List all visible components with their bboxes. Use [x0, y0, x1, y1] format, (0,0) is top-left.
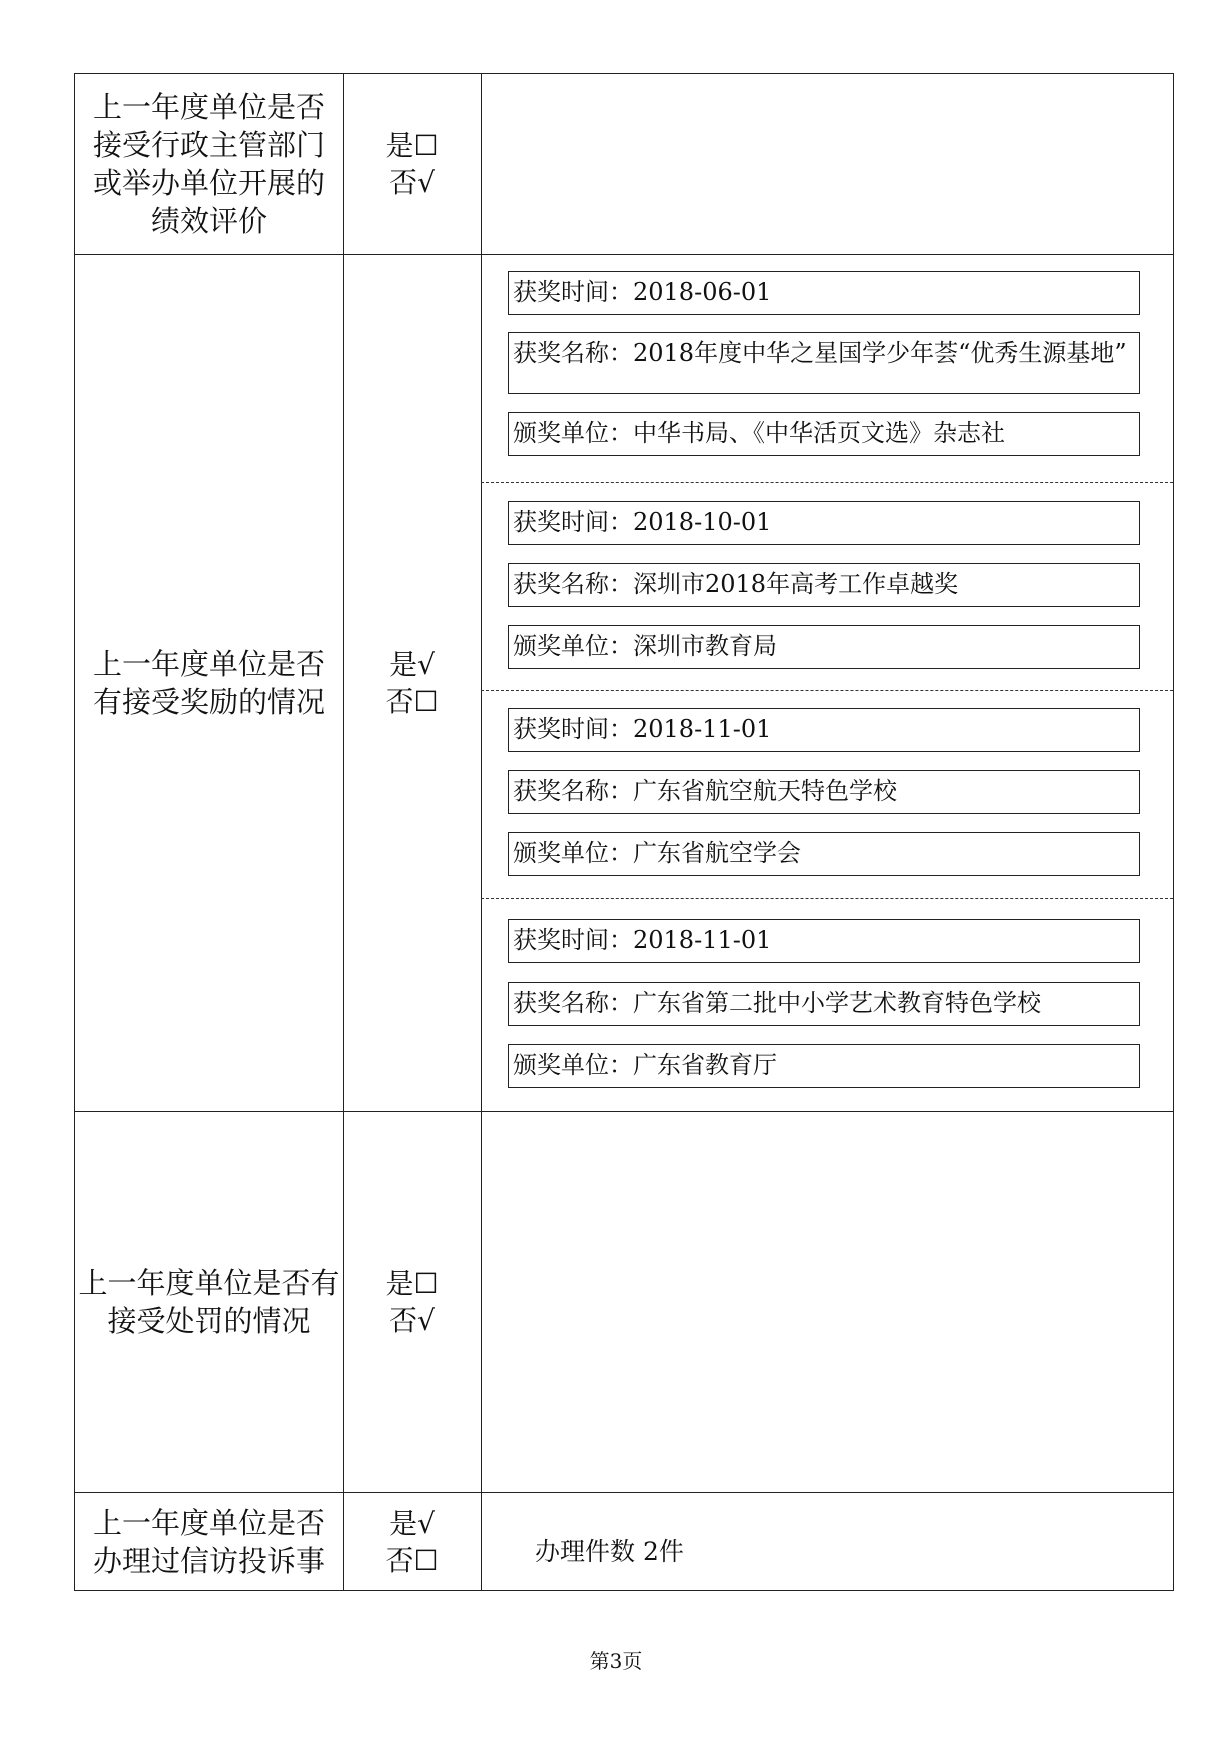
no-option — [389, 1302, 435, 1339]
award-name-field — [508, 770, 1140, 814]
award-time-value: 2018-06-01 — [633, 278, 772, 306]
award-time-label: 获奖时间： — [513, 715, 633, 743]
award-unit-label: 颁奖单位： — [513, 419, 633, 447]
award-time-field — [508, 501, 1140, 545]
yes-option — [385, 1265, 438, 1302]
yes-label: 是 — [385, 1266, 414, 1300]
award-unit-field — [508, 412, 1140, 456]
no-checkbox: √ — [417, 166, 435, 199]
award-name-value: 广东省第二批中小学艺术教育特色学校 — [633, 989, 1041, 1017]
award-unit-label: 颁奖单位： — [513, 1051, 633, 1079]
award-unit-field — [508, 832, 1140, 876]
award-entry — [481, 254, 1173, 482]
award-unit-value: 广东省教育厅 — [633, 1051, 777, 1079]
row-penalty-choice — [343, 1111, 481, 1492]
no-option — [385, 683, 438, 720]
page-number: 第3页 — [589, 1649, 643, 1673]
no-label: 否 — [385, 1544, 414, 1577]
row-petition-question: 上一年度单位是否办理过信访投诉事 — [92, 1506, 325, 1578]
evaluation-table — [74, 73, 1174, 1591]
yes-checkbox: ☐ — [413, 1266, 439, 1300]
award-name-field — [508, 982, 1140, 1026]
no-checkbox: √ — [417, 1303, 435, 1337]
award-unit-label: 颁奖单位： — [513, 632, 633, 660]
award-time-value: 2018-11-01 — [633, 926, 772, 954]
award-name-label: 获奖名称： — [513, 339, 633, 367]
award-time-label: 获奖时间： — [513, 278, 633, 306]
award-name-value: 深圳市2018年高考工作卓越奖 — [633, 570, 959, 598]
award-unit-field — [508, 1044, 1140, 1088]
award-name-field — [508, 563, 1140, 607]
yes-option — [389, 646, 435, 683]
award-entry — [481, 482, 1173, 691]
award-name-label: 获奖名称： — [513, 989, 633, 1017]
award-unit-value: 广东省航空学会 — [633, 839, 801, 867]
award-name-label: 获奖名称： — [513, 777, 633, 805]
award-unit-label: 颁奖单位： — [513, 839, 633, 867]
yes-label: 是 — [389, 647, 418, 681]
no-option — [385, 1542, 438, 1579]
petition-count: 办理件数 2件 — [535, 1537, 684, 1566]
row-penalty-detail — [481, 1111, 1173, 1492]
awards-list — [481, 254, 1173, 1111]
row-performance-question: 上一年度单位是否接受行政主管部门或举办单位开展的绩效评价 — [92, 90, 325, 238]
award-unit-field — [508, 625, 1140, 669]
award-time-label: 获奖时间： — [513, 926, 633, 954]
yes-option — [385, 127, 438, 164]
award-time-value: 2018-10-01 — [633, 508, 772, 536]
yes-option — [389, 1505, 435, 1542]
row-penalty-question: 上一年度单位是否有接受处罚的情况 — [78, 1265, 340, 1338]
no-option — [389, 164, 435, 201]
row-awards-question: 上一年度单位是否有接受奖励的情况 — [92, 646, 325, 719]
yes-label: 是 — [389, 1507, 418, 1540]
no-checkbox: ☐ — [413, 1544, 439, 1577]
yes-label: 是 — [385, 129, 414, 162]
no-checkbox: ☐ — [413, 684, 439, 718]
yes-checkbox: √ — [417, 1507, 435, 1540]
award-name-field — [508, 332, 1140, 394]
row-performance-detail — [481, 74, 1173, 254]
award-unit-value: 深圳市教育局 — [633, 632, 777, 660]
award-name-value: 2018年度中华之星国学少年荟“优秀生源基地” — [633, 339, 1127, 367]
award-unit-value: 中华书局、《中华活页文选》杂志社 — [633, 419, 1005, 447]
yes-checkbox: ☐ — [413, 129, 439, 162]
award-entry — [481, 898, 1173, 1112]
award-time-label: 获奖时间： — [513, 508, 633, 536]
no-label: 否 — [389, 166, 418, 199]
row-petition-choice — [343, 1492, 481, 1592]
no-label: 否 — [389, 1303, 418, 1337]
row-awards-choice — [343, 254, 481, 1111]
award-time-field — [508, 708, 1140, 752]
award-time-field — [508, 919, 1140, 963]
award-name-value: 广东省航空航天特色学校 — [633, 777, 897, 805]
award-time-value: 2018-11-01 — [633, 715, 772, 743]
award-entry — [481, 690, 1173, 899]
award-time-field — [508, 271, 1140, 315]
row-performance-choice — [343, 74, 481, 254]
award-name-label: 获奖名称： — [513, 570, 633, 598]
yes-checkbox: √ — [417, 647, 435, 681]
no-label: 否 — [385, 684, 414, 718]
